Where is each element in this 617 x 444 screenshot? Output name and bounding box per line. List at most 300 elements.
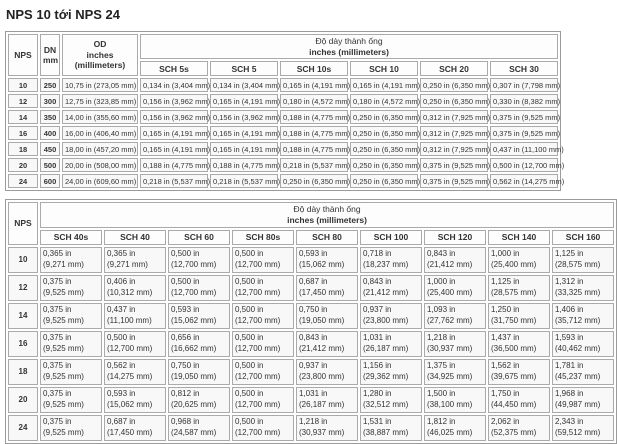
thickness-cell (232, 359, 294, 385)
table-row (8, 94, 558, 108)
thickness-cell-line: 1,000 in (427, 277, 456, 287)
sch-column-header: SCH 40s (40, 230, 102, 245)
thickness-cell-line: (39,675 mm) (491, 371, 537, 381)
thickness-cell (488, 387, 550, 413)
thickness-cell (296, 275, 358, 301)
thickness-cell: 0,218 in (5,537 mm) (210, 174, 278, 188)
od-cell: 10,75 in (273,05 mm) (62, 78, 138, 92)
dn-cell: 250 (40, 78, 60, 92)
thickness-cell: 0,312 in (7,925 mm) (420, 126, 488, 140)
thickness-cell-line: 2,062 in (491, 417, 520, 427)
thickness-cell-line: (28,575 mm) (491, 287, 537, 297)
thickness-cell (40, 275, 102, 301)
thickness-cell-line: (9,271 mm) (43, 259, 84, 269)
thickness-cell-line: (9,525 mm) (43, 399, 84, 409)
dn-cell: 400 (40, 126, 60, 140)
sch-column-header: SCH 60 (168, 230, 230, 245)
thickness-cell (552, 247, 614, 273)
thickness-cell: 0,375 in (9,525 mm) (490, 110, 558, 124)
thickness-cell: 0,500 in (12,700 mm) (490, 158, 558, 172)
thickness-cell: 0,165 in (4,191 mm) (210, 94, 278, 108)
thickness-cell-line: 0,500 in (107, 333, 136, 343)
table-row (8, 158, 558, 172)
thickness-cell-line: 0,500 in (235, 249, 264, 259)
thickness-cell-line: 0,750 in (299, 305, 328, 315)
sch-column-header: SCH 10 (350, 61, 418, 76)
thickness-cell (552, 275, 614, 301)
thickness-cell-line: 0,500 in (171, 277, 200, 287)
upper-table-head (8, 34, 558, 76)
thickness-cell: 0,134 in (3,404 mm) (210, 78, 278, 92)
thickness-cell-line: 1,218 in (427, 333, 456, 343)
thickness-cell (104, 331, 166, 357)
thickness-cell-line: (9,525 mm) (43, 343, 84, 353)
thickness-cell-line: (27,762 mm) (427, 315, 473, 325)
thickness-cell-line: (21,412 mm) (427, 259, 473, 269)
pipe-schedule-table-upper (5, 31, 565, 191)
od-cell: 20,00 in (508,00 mm) (62, 158, 138, 172)
wall-thickness-group-header: Độ dày thành ống inches (millimeters) (40, 202, 614, 227)
lower-table-head (8, 202, 614, 244)
thickness-cell: 0,312 in (7,925 mm) (420, 110, 488, 124)
thickness-cell (424, 303, 486, 329)
thickness-cell: 0,165 in (4,191 mm) (280, 78, 348, 92)
thickness-cell: 0,188 in (4,775 mm) (280, 126, 348, 140)
thickness-cell (40, 303, 102, 329)
nps-cell: 14 (8, 110, 38, 124)
dn-cell: 450 (40, 142, 60, 156)
thickness-cell-line: (34,925 mm) (427, 371, 473, 381)
upper-table-body (8, 78, 565, 188)
thickness-cell-line: (14,275 mm) (107, 371, 153, 381)
thickness-cell (168, 415, 230, 441)
thickness-cell (488, 275, 550, 301)
thickness-cell: 0,312 in (7,925 mm) (420, 142, 488, 156)
thickness-cell-line: (9,525 mm) (43, 371, 84, 381)
sch-column-header: SCH 80 (296, 230, 358, 245)
thickness-cell-line: (20,625 mm) (171, 399, 217, 409)
thickness-cell (424, 359, 486, 385)
table-row (8, 331, 614, 357)
thickness-cell-line: (24,587 mm) (171, 427, 217, 437)
thickness-cell-line: (40,462 mm) (555, 343, 601, 353)
thickness-cell-line: (12,700 mm) (235, 399, 281, 409)
thickness-cell: 0,375 in (9,525 mm) (420, 158, 488, 172)
sch-column-header: SCH 10s (280, 61, 348, 76)
thickness-cell: 0,180 in (4,572 mm) (350, 94, 418, 108)
thickness-cell (104, 275, 166, 301)
thickness-cell (488, 359, 550, 385)
lower-header-row-1 (8, 202, 614, 227)
thickness-cell (232, 275, 294, 301)
nps-column-header: NPS (8, 202, 38, 244)
od-cell: 18,00 in (457,20 mm) (62, 142, 138, 156)
thickness-cell (168, 275, 230, 301)
sch-column-header: SCH 160 (552, 230, 614, 245)
thickness-cell-line: 0,843 in (299, 333, 328, 343)
thickness-cell-line: (25,400 mm) (491, 259, 537, 269)
table-row (8, 142, 558, 156)
thickness-cell-line: (46,025 mm) (427, 427, 473, 437)
thickness-cell-line: 0,687 in (299, 277, 328, 287)
thickness-cell (360, 247, 422, 273)
thickness-cell (168, 387, 230, 413)
thickness-cell-line: 0,500 in (235, 417, 264, 427)
od-cell: 24,00 in (609,60 mm) (62, 174, 138, 188)
thickness-cell: 0,437 in (11,100 mm) (490, 142, 558, 156)
thickness-cell: 0,250 in (6,350 mm) (350, 126, 418, 140)
thickness-cell-line: (30,937 mm) (427, 343, 473, 353)
thickness-cell (40, 415, 102, 441)
thickness-cell-line: (23,800 mm) (363, 315, 409, 325)
thickness-cell: 0,330 in (8,382 mm) (490, 94, 558, 108)
nps-cell: 12 (8, 275, 38, 301)
thickness-cell (104, 247, 166, 273)
nps-cell: 24 (8, 415, 38, 441)
thickness-cell (488, 303, 550, 329)
thickness-cell-line: 0,843 in (363, 277, 392, 287)
od-cell: 12,75 in (323,85 mm) (62, 94, 138, 108)
wall-thickness-group-header: Độ dày thành ống inches (millimeters) (140, 34, 558, 59)
thickness-cell: 0,165 in (4,191 mm) (140, 142, 208, 156)
nps-cell: 18 (8, 142, 38, 156)
dn-cell: 600 (40, 174, 60, 188)
thickness-cell: 0,250 in (6,350 mm) (420, 94, 488, 108)
thickness-cell (488, 331, 550, 357)
thickness-cell-line: (19,050 mm) (299, 315, 345, 325)
thickness-cell-line: 1,562 in (491, 361, 520, 371)
thickness-cell-line: 0,843 in (427, 249, 456, 259)
thickness-cell-line: (36,500 mm) (491, 343, 537, 353)
thickness-cell (360, 387, 422, 413)
thickness-cell: 0,375 in (9,525 mm) (420, 174, 488, 188)
nps-cell: 18 (8, 359, 38, 385)
thickness-cell (168, 359, 230, 385)
thickness-cell-line: 1,375 in (427, 361, 456, 371)
thickness-cell (296, 247, 358, 273)
sch-column-header: SCH 100 (360, 230, 422, 245)
thickness-cell-line: 0,500 in (235, 305, 264, 315)
thickness-cell-line: (17,450 mm) (299, 287, 345, 297)
thickness-cell (40, 387, 102, 413)
thickness-cell (488, 415, 550, 441)
thickness-cell-line: 1,781 in (555, 361, 584, 371)
thickness-cell-line: 0,365 in (43, 249, 72, 259)
thickness-cell-line: 1,531 in (363, 417, 392, 427)
thickness-cell (552, 387, 614, 413)
thickness-cell (168, 247, 230, 273)
table-row (8, 303, 614, 329)
dn-column-header: DN mm (40, 34, 60, 76)
thickness-cell-line: 0,406 in (107, 277, 136, 287)
sch-column-header: SCH 5 (210, 61, 278, 76)
thickness-cell-line: (15,062 mm) (299, 259, 345, 269)
thickness-cell-line: (10,312 mm) (107, 287, 153, 297)
thickness-cell (296, 415, 358, 441)
thickness-cell-line: 0,500 in (171, 249, 200, 259)
thickness-cell: 0,375 in (9,525 mm) (490, 126, 558, 140)
thickness-cell-line: (15,062 mm) (171, 315, 217, 325)
thickness-cell (232, 387, 294, 413)
dn-cell: 500 (40, 158, 60, 172)
sch-column-header: SCH 40 (104, 230, 166, 245)
table-row (8, 110, 558, 124)
thickness-cell: 0,165 in (4,191 mm) (350, 78, 418, 92)
thickness-cell-line: (26,187 mm) (299, 399, 345, 409)
thickness-cell-line: (26,187 mm) (363, 343, 409, 353)
thickness-cell (552, 359, 614, 385)
thickness-cell: 0,250 in (6,350 mm) (350, 174, 418, 188)
thickness-cell: 0,250 in (6,350 mm) (350, 142, 418, 156)
thickness-cell-line: (35,712 mm) (555, 315, 601, 325)
thickness-cell (552, 415, 614, 441)
thickness-cell-line: (12,700 mm) (235, 287, 281, 297)
thickness-cell-line: 1,500 in (427, 389, 456, 399)
thickness-cell (424, 247, 486, 273)
thickness-cell-line: (21,412 mm) (363, 287, 409, 297)
thickness-cell-line: 1,812 in (427, 417, 456, 427)
thickness-cell-line: (16,662 mm) (171, 343, 217, 353)
thickness-cell (488, 247, 550, 273)
table-row (8, 126, 558, 140)
table-row (8, 174, 558, 188)
thickness-cell (232, 303, 294, 329)
thickness-cell (168, 331, 230, 357)
table-row (8, 275, 614, 301)
thickness-cell-line: (59,512 mm) (555, 427, 601, 437)
thickness-cell-line: 0,500 in (235, 277, 264, 287)
nps-column-header: NPS (8, 34, 38, 76)
thickness-cell: 0,218 in (5,537 mm) (140, 174, 208, 188)
thickness-cell-line: (12,700 mm) (235, 343, 281, 353)
upper-header-row-1 (8, 34, 558, 59)
thickness-cell-line: 1,093 in (427, 305, 456, 315)
thickness-cell-line: (9,525 mm) (43, 287, 84, 297)
thickness-cell-line: 0,937 in (363, 305, 392, 315)
thickness-cell-line: (21,412 mm) (299, 343, 345, 353)
lower-header-row-2 (8, 230, 614, 245)
thickness-cell: 0,250 in (6,350 mm) (420, 78, 488, 92)
thickness-cell-line: 1,280 in (363, 389, 392, 399)
nps-cell: 16 (8, 331, 38, 357)
nps-cell: 12 (8, 94, 38, 108)
thickness-cell-line: 1,437 in (491, 333, 520, 343)
table-row (8, 359, 614, 385)
thickness-cell: 0,180 in (4,572 mm) (280, 94, 348, 108)
thickness-cell-line: (9,271 mm) (107, 259, 148, 269)
thickness-cell-line: 0,375 in (43, 333, 72, 343)
thickness-cell-line: 1,125 in (555, 249, 584, 259)
thickness-cell: 0,165 in (4,191 mm) (210, 142, 278, 156)
thickness-cell (424, 275, 486, 301)
thickness-cell: 0,165 in (4,191 mm) (210, 126, 278, 140)
dn-cell: 350 (40, 110, 60, 124)
thickness-cell-line: (29,362 mm) (363, 371, 409, 381)
thickness-cell (296, 331, 358, 357)
lower-table-body (8, 247, 614, 441)
thickness-cell-line: (44,450 mm) (491, 399, 537, 409)
thickness-cell (424, 331, 486, 357)
thickness-cell (424, 387, 486, 413)
thickness-cell: 0,165 in (4,191 mm) (140, 126, 208, 140)
thickness-cell-line: 1,218 in (299, 417, 328, 427)
thickness-cell: 0,250 in (6,350 mm) (280, 174, 348, 188)
thickness-cell-line: (45,237 mm) (555, 371, 601, 381)
sch-column-header: SCH 30 (490, 61, 558, 76)
thickness-cell-line: (19,050 mm) (171, 371, 217, 381)
thickness-cell (168, 303, 230, 329)
od-cell: 14,00 in (355,60 mm) (62, 110, 138, 124)
thickness-cell: 0,134 in (3,404 mm) (140, 78, 208, 92)
thickness-cell-line: 0,687 in (107, 417, 136, 427)
thickness-cell-line: 1,156 in (363, 361, 392, 371)
thickness-cell: 0,156 in (3,962 mm) (140, 94, 208, 108)
table-row (8, 78, 558, 92)
thickness-cell-line: (11,100 mm) (107, 315, 152, 325)
thickness-cell: 0,250 in (6,350 mm) (350, 158, 418, 172)
thickness-cell (232, 415, 294, 441)
thickness-cell-line: 0,968 in (171, 417, 200, 427)
thickness-cell-line: 0,593 in (299, 249, 328, 259)
thickness-cell-line: 0,593 in (171, 305, 200, 315)
thickness-cell-line: (31,750 mm) (491, 315, 537, 325)
pipe-schedule-table-lower (5, 199, 617, 443)
thickness-cell-line: (49,987 mm) (555, 399, 601, 409)
thickness-cell-line: 1,968 in (555, 389, 584, 399)
thickness-cell-line: 0,437 in (107, 305, 136, 315)
thickness-cell-line: (12,700 mm) (235, 427, 281, 437)
thickness-cell-line: 1,406 in (555, 305, 584, 315)
thickness-cell-line: 0,365 in (107, 249, 136, 259)
thickness-cell: 0,188 in (4,775 mm) (140, 158, 208, 172)
thickness-cell-line: 0,812 in (171, 389, 200, 399)
thickness-cell: 0,156 in (3,962 mm) (210, 110, 278, 124)
thickness-cell (360, 331, 422, 357)
thickness-cell-line: (12,700 mm) (235, 259, 281, 269)
thickness-cell (360, 303, 422, 329)
nps-cell: 20 (8, 387, 38, 413)
sch-column-header: SCH 120 (424, 230, 486, 245)
thickness-cell-line: 2,343 in (555, 417, 584, 427)
thickness-cell-line: (12,700 mm) (235, 371, 281, 381)
od-cell: 16,00 in (406,40 mm) (62, 126, 138, 140)
table-row (8, 247, 614, 273)
table-row (8, 387, 614, 413)
thickness-cell-line: (12,700 mm) (171, 287, 217, 297)
thickness-cell-line: 1,593 in (555, 333, 584, 343)
thickness-cell-line: (33,325 mm) (555, 287, 601, 297)
sch-column-header: SCH 5s (140, 61, 208, 76)
thickness-cell-line: (12,700 mm) (235, 315, 281, 325)
thickness-cell-line: (12,700 mm) (171, 259, 217, 269)
thickness-cell-line: 0,500 in (235, 333, 264, 343)
nps-cell: 24 (8, 174, 38, 188)
thickness-cell: 0,156 in (3,962 mm) (140, 110, 208, 124)
thickness-cell (360, 275, 422, 301)
thickness-cell (552, 331, 614, 357)
thickness-cell-line: 1,031 in (363, 333, 392, 343)
sch-column-header: SCH 20 (420, 61, 488, 76)
thickness-cell (104, 387, 166, 413)
thickness-cell (360, 415, 422, 441)
thickness-cell-line: (38,887 mm) (363, 427, 409, 437)
thickness-cell (296, 387, 358, 413)
thickness-cell-line: 0,718 in (363, 249, 392, 259)
thickness-cell-line: 0,375 in (43, 305, 72, 315)
dn-cell: 300 (40, 94, 60, 108)
thickness-cell: 0,188 in (4,775 mm) (210, 158, 278, 172)
thickness-cell (40, 247, 102, 273)
thickness-cell-line: 1,031 in (299, 389, 328, 399)
nps-cell: 20 (8, 158, 38, 172)
page-title: NPS 10 tới NPS 24 (6, 7, 121, 22)
nps-cell: 10 (8, 78, 38, 92)
thickness-cell-line: (23,800 mm) (299, 371, 345, 381)
thickness-cell: 0,307 in (7,798 mm) (490, 78, 558, 92)
nps-cell: 16 (8, 126, 38, 140)
thickness-cell-line: 1,312 in (555, 277, 584, 287)
thickness-cell-line: (25,400 mm) (427, 287, 473, 297)
thickness-cell-line: (15,062 mm) (107, 399, 153, 409)
thickness-cell: 0,188 in (4,775 mm) (280, 110, 348, 124)
thickness-cell-line: 0,656 in (171, 333, 200, 343)
thickness-cell: 0,562 in (14,275 mm) (490, 174, 558, 188)
thickness-cell (104, 415, 166, 441)
od-column-header: OD inches (millimeters) (62, 34, 138, 76)
nps-cell: 14 (8, 303, 38, 329)
thickness-cell-line: (38,100 mm) (427, 399, 473, 409)
thickness-cell-line: 0,375 in (43, 417, 72, 427)
thickness-cell-line: 0,375 in (43, 389, 72, 399)
thickness-cell (552, 303, 614, 329)
sch-column-header: SCH 80s (232, 230, 294, 245)
thickness-cell (296, 359, 358, 385)
thickness-cell (296, 303, 358, 329)
thickness-cell: 0,188 in (4,775 mm) (280, 142, 348, 156)
nps-cell: 10 (8, 247, 38, 273)
thickness-cell-line: 1,250 in (491, 305, 520, 315)
thickness-cell (104, 359, 166, 385)
thickness-cell: 0,218 in (5,537 mm) (280, 158, 348, 172)
thickness-cell-line: 0,593 in (107, 389, 136, 399)
thickness-cell-line: (12,700 mm) (107, 343, 153, 353)
sch-column-header: SCH 140 (488, 230, 550, 245)
thickness-cell (232, 247, 294, 273)
table-row (8, 415, 614, 441)
thickness-cell-line: (32,512 mm) (363, 399, 409, 409)
thickness-cell (40, 331, 102, 357)
thickness-cell: 0,250 in (6,350 mm) (350, 110, 418, 124)
thickness-cell-line: 0,562 in (107, 361, 136, 371)
thickness-cell-line: (28,575 mm) (555, 259, 601, 269)
thickness-cell (232, 331, 294, 357)
thickness-cell-line: 0,375 in (43, 277, 72, 287)
thickness-cell-line: 1,125 in (491, 277, 520, 287)
thickness-cell-line: 1,750 in (491, 389, 520, 399)
thickness-cell (424, 415, 486, 441)
thickness-cell-line: 0,750 in (171, 361, 200, 371)
thickness-cell (104, 303, 166, 329)
thickness-cell-line: 0,500 in (235, 361, 264, 371)
thickness-cell-line: (52,375 mm) (491, 427, 537, 437)
thickness-cell-line: 0,500 in (235, 389, 264, 399)
thickness-cell (360, 359, 422, 385)
thickness-cell-line: (30,937 mm) (299, 427, 345, 437)
thickness-cell (40, 359, 102, 385)
thickness-cell-line: 0,937 in (299, 361, 328, 371)
thickness-cell-line: (18,237 mm) (363, 259, 409, 269)
thickness-cell-line: (9,525 mm) (43, 315, 84, 325)
